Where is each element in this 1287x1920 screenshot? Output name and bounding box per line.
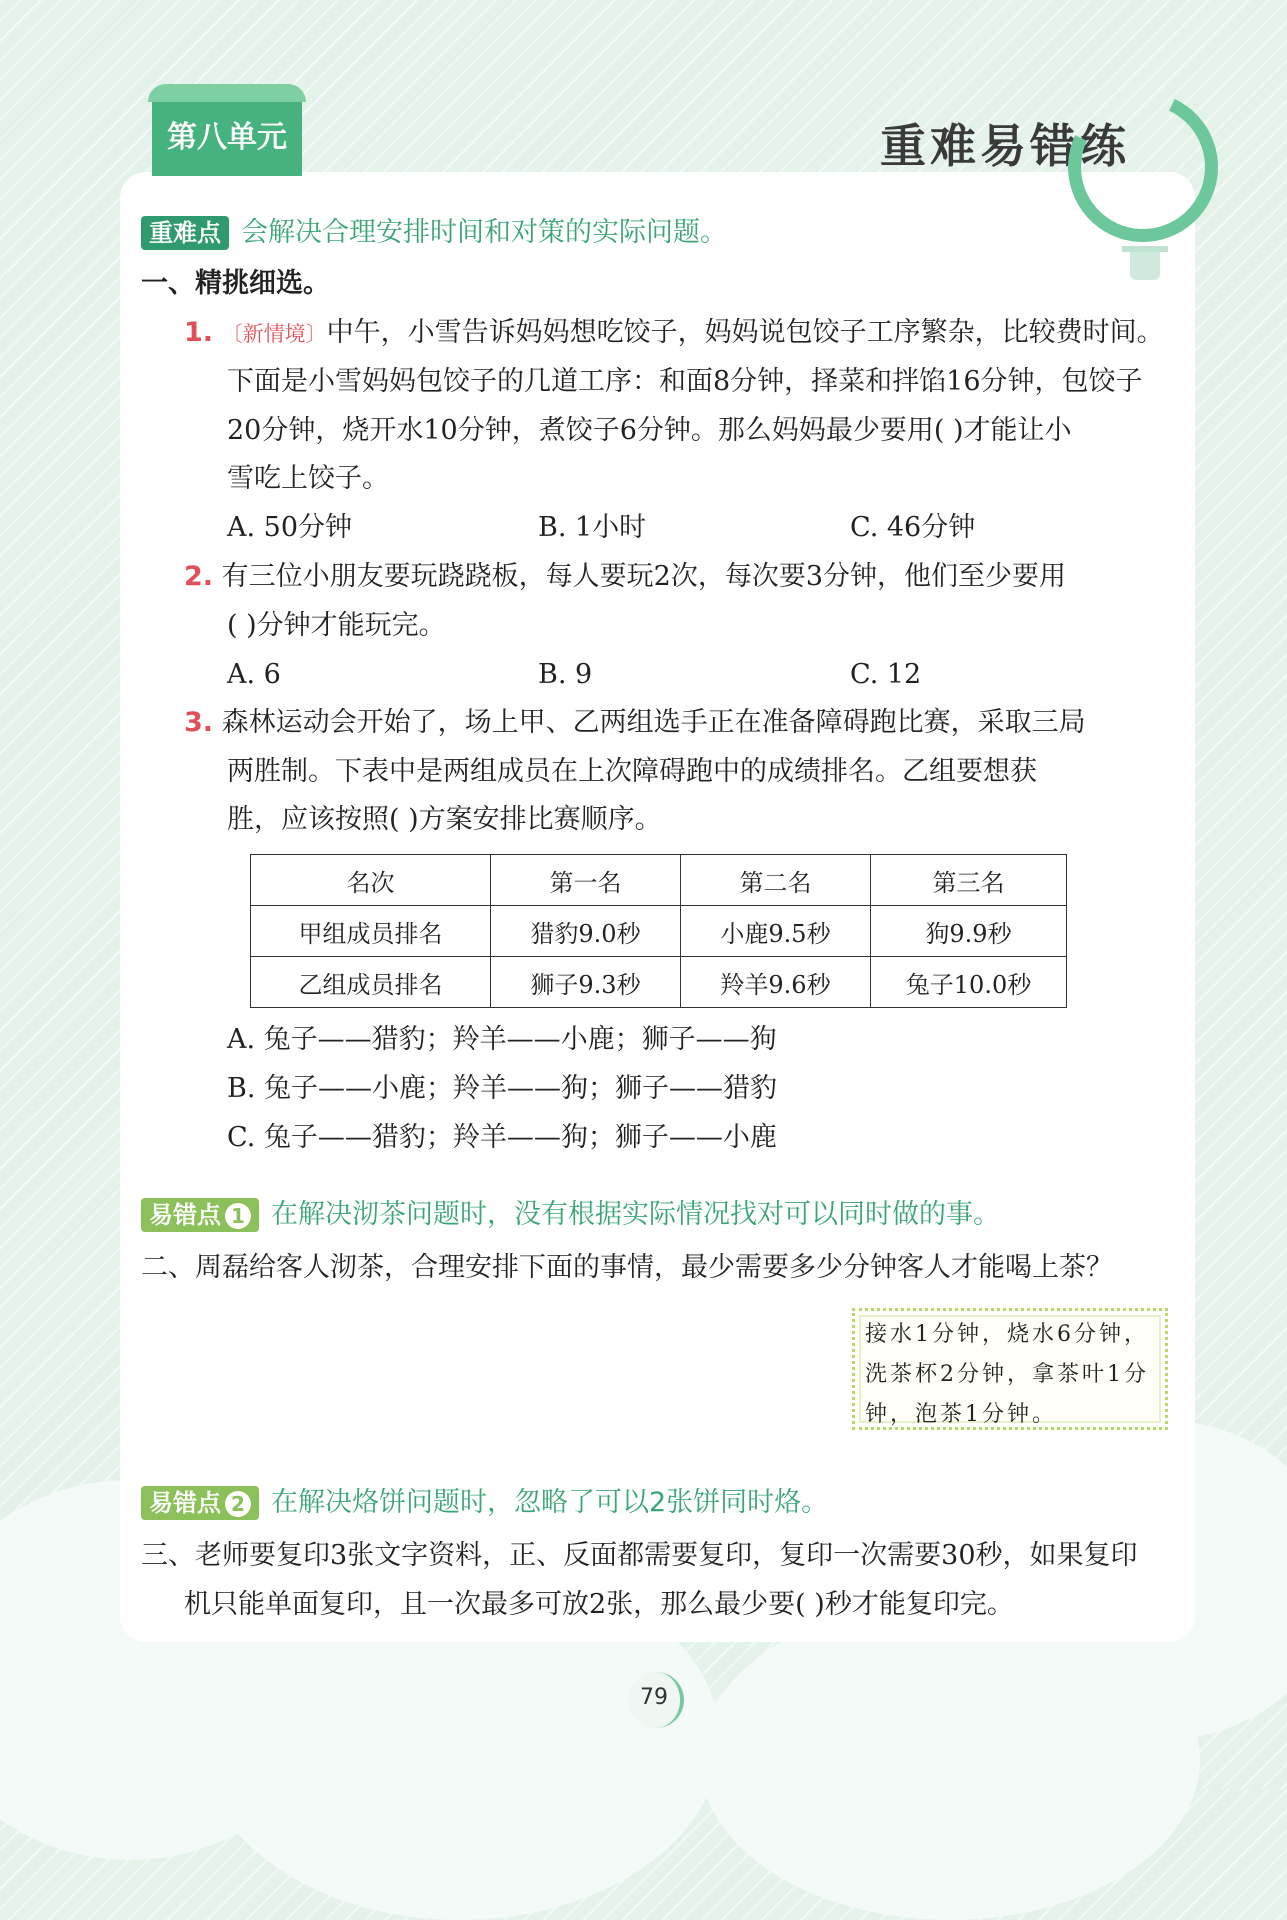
table-cell: 兔子10.0秒 — [871, 957, 1067, 1008]
balloon-basket-decoration — [1130, 252, 1160, 280]
error-point-number: 1 — [225, 1203, 251, 1229]
question-text: ( )分钟才能玩完。 — [227, 610, 446, 641]
table-cell: 狗9.9秒 — [871, 906, 1067, 957]
option-b[interactable]: B. 兔子——小鹿；羚羊——狗；狮子——猎豹 — [227, 1073, 778, 1104]
question-text: 20分钟，烧开水10分钟，煮饺子6分钟。那么妈妈最少要用( )才能让小 — [227, 415, 1072, 446]
table-cell: 狮子9.3秒 — [491, 957, 681, 1008]
question-text: 下面是小雪妈妈包饺子的几道工序：和面8分钟，择菜和拌馅16分钟，包饺子 — [227, 366, 1143, 397]
note-line: 接水1分钟，烧水6分钟， — [865, 1322, 1149, 1347]
note-line: 洗茶杯2分钟，拿茶叶1分 — [865, 1362, 1149, 1387]
table-row — [251, 906, 1067, 957]
option-b[interactable]: B. 1小时 — [538, 512, 647, 543]
ranking-table — [250, 854, 1067, 1008]
section3-question: 三、老师要复印3张文字资料，正、反面都需要复印，复印一次需要30秒，如果复印 — [141, 1540, 1138, 1571]
option-c[interactable]: C. 12 — [850, 659, 922, 690]
table-cell: 甲组成员排名 — [251, 906, 491, 957]
error-point-text: 在解决沏茶问题时，没有根据实际情况找对可以同时做的事。 — [271, 1199, 1000, 1230]
question-text: 有三位小朋友要玩跷跷板，每人要玩2次，每次要3分钟，他们至少要用 — [221, 561, 1066, 592]
cloud-decoration — [700, 1600, 1200, 1920]
option-c[interactable]: C. 46分钟 — [850, 512, 976, 543]
key-point-header — [141, 216, 727, 250]
table-cell: 小鹿9.5秒 — [681, 906, 871, 957]
table-cell: 猎豹9.0秒 — [491, 906, 681, 957]
error-point-label — [141, 1486, 259, 1520]
option-c[interactable]: C. 兔子——猎豹；羚羊——狗；狮子——小鹿 — [227, 1122, 777, 1153]
error-point-1-header — [141, 1198, 1000, 1232]
section2-question: 二、周磊给客人沏茶，合理安排下面的事情，最少需要多少分钟客人才能喝上茶？ — [141, 1252, 1113, 1283]
question-text: 两胜制。下表中是两组成员在上次障碍跑中的成绩排名。乙组要想获 — [227, 756, 1037, 787]
page-title: 重难易错练 — [880, 119, 1130, 173]
table-header-cell: 第一名 — [491, 855, 681, 906]
option-b[interactable]: B. 9 — [538, 659, 593, 690]
section1-heading: 一、精挑细选。 — [141, 268, 330, 299]
error-point-number: 2 — [225, 1491, 251, 1517]
table-header-cell: 第二名 — [681, 855, 871, 906]
table-cell: 羚羊9.6秒 — [681, 957, 871, 1008]
table-header-row — [251, 855, 1067, 906]
table-header-cell: 第三名 — [871, 855, 1067, 906]
table-cell: 乙组成员排名 — [251, 957, 491, 1008]
tea-steps-note — [852, 1308, 1168, 1430]
section3-question: 机只能单面复印，且一次最多可放2张，那么最少要( )秒才能复印完。 — [184, 1589, 1014, 1620]
error-point-label-text: 易错点 — [149, 1201, 221, 1229]
error-point-label-text: 易错点 — [149, 1489, 221, 1517]
error-point-label — [141, 1198, 259, 1232]
error-point-2-header — [141, 1486, 828, 1520]
question-number: 3. — [184, 707, 214, 738]
option-a[interactable]: A. 兔子——猎豹；羚羊——小鹿；狮子——狗 — [227, 1024, 777, 1055]
key-point-label: 重难点 — [141, 216, 229, 250]
unit-tab — [152, 92, 302, 176]
question-text: 森林运动会开始了，场上甲、乙两组选手正在准备障碍跑比赛，采取三局 — [221, 707, 1086, 738]
question-number: 2. — [184, 561, 214, 592]
question-1 — [184, 317, 1164, 350]
question-number: 1. — [184, 317, 214, 348]
note-line: 钟，泡茶1分钟。 — [865, 1402, 1057, 1427]
table-row — [251, 957, 1067, 1008]
question-text: 胜，应该按照( )方案安排比赛顺序。 — [227, 804, 662, 835]
question-3 — [184, 707, 1086, 739]
new-context-tag: 〔新情境〕 — [221, 322, 327, 346]
error-point-text: 在解决烙饼问题时，忽略了可以2张饼同时烙。 — [271, 1487, 829, 1518]
question-text: 雪吃上饺子。 — [227, 463, 389, 494]
option-a[interactable]: A. 50分钟 — [227, 512, 353, 543]
table-header-cell: 名次 — [251, 855, 491, 906]
option-a[interactable]: A. 6 — [227, 659, 281, 690]
key-point-text: 会解决合理安排时间和对策的实际问题。 — [241, 217, 727, 248]
page-number: 79 — [628, 1672, 684, 1728]
question-text: 中午，小雪告诉妈妈想吃饺子，妈妈说包饺子工序繁杂，比较费时间。 — [326, 317, 1164, 348]
unit-label: 第八单元 — [167, 120, 287, 155]
question-2 — [184, 561, 1066, 593]
